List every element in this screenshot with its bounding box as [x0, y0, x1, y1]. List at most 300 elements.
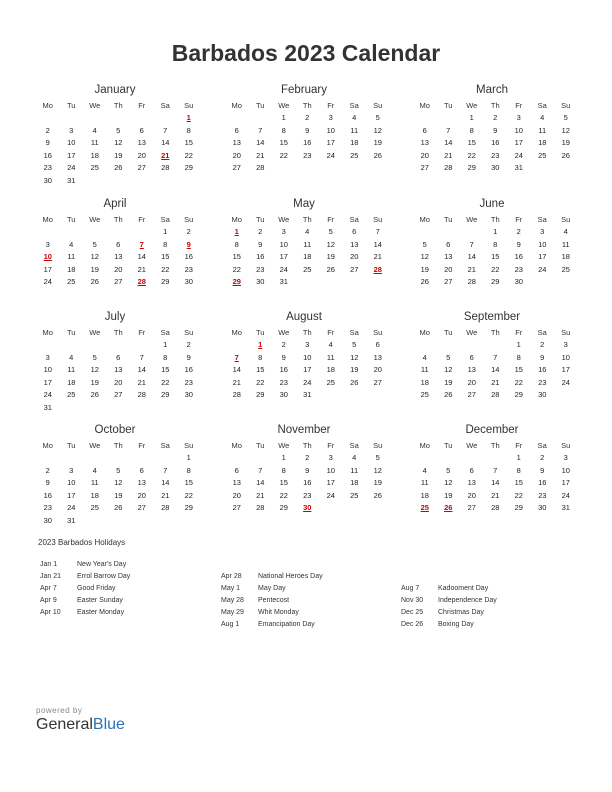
day-cell: 4 — [328, 340, 333, 349]
weekday-label: Tu — [67, 215, 76, 224]
weekday-label: Su — [373, 441, 383, 450]
holiday-date: Apr 10 — [40, 609, 61, 616]
weekday-label: Su — [561, 441, 571, 450]
day-cell: 9 — [493, 125, 498, 135]
weekday-label: Th — [302, 101, 312, 110]
month-name: June — [479, 198, 505, 210]
holiday-column — [40, 559, 215, 619]
empty-cell — [130, 453, 154, 466]
day-cell: 25 — [326, 377, 335, 387]
day-cell: 3 — [45, 239, 50, 249]
month-name: April — [103, 198, 127, 210]
day-cell: 7 — [469, 239, 474, 249]
day-cell: 17 — [67, 490, 76, 500]
weekday-label: Fr — [327, 215, 335, 224]
weekday-label: Th — [113, 441, 123, 450]
day-cell: 9 — [258, 239, 263, 249]
day-cell: 21 — [137, 377, 146, 387]
month-8 — [413, 309, 571, 403]
day-cell: 20 — [137, 490, 146, 500]
day-cell: 30 — [538, 390, 547, 400]
weekday-label: Tu — [67, 328, 76, 337]
holiday-date: Dec 25 — [401, 609, 424, 616]
day-cell: 3 — [328, 113, 333, 122]
day-cell: 1 — [469, 113, 474, 122]
weekday-label: Su — [184, 215, 194, 224]
day-cell: 8 — [258, 352, 263, 362]
month-11 — [413, 422, 571, 516]
holiday-date: Jan 21 — [40, 573, 62, 580]
weekday-label: We — [466, 328, 478, 337]
weekday-label: Mo — [419, 441, 430, 450]
day-cell: 8 — [186, 465, 191, 475]
day-cell: 22 — [514, 377, 523, 387]
day-cell: 5 — [422, 239, 427, 249]
holiday-date: May 29 — [221, 609, 244, 616]
day-cell: 2 — [281, 340, 286, 349]
day-cell: 2 — [540, 340, 545, 349]
day-cell: 19 — [561, 138, 570, 148]
weekday-label: We — [89, 328, 101, 337]
day-cell: 28 — [137, 390, 146, 400]
day-cell: 16 — [303, 138, 312, 148]
day-cell: 5 — [328, 227, 333, 236]
holidays-title: 2023 Barbados Holidays — [38, 538, 126, 547]
empty-cell — [225, 340, 249, 353]
day-cell: 8 — [234, 239, 239, 249]
weekday-label: Mo — [231, 101, 242, 110]
weekday-header — [36, 98, 194, 113]
day-cell: 28 — [467, 277, 476, 287]
day-cell: 23 — [303, 150, 312, 160]
weekday-header — [225, 212, 383, 227]
weekday-label: We — [89, 441, 101, 450]
day-cell: 8 — [163, 239, 168, 249]
holiday-name: Independence Day — [438, 597, 497, 604]
day-cell: 19 — [420, 264, 429, 274]
day-cell: 13 — [114, 365, 123, 375]
weekday-header — [36, 325, 194, 340]
weekday-label: Su — [373, 215, 383, 224]
day-cell: 23 — [491, 150, 500, 160]
holiday-day: 10 — [43, 252, 52, 262]
day-cell: 6 — [234, 125, 239, 135]
day-cell: 1 — [163, 227, 168, 236]
holiday-name: New Year's Day — [77, 561, 127, 568]
day-cell: 10 — [514, 125, 523, 135]
day-cell: 3 — [281, 227, 286, 236]
weekday-label: Tu — [444, 441, 453, 450]
day-cell: 8 — [186, 125, 191, 135]
holiday-row — [221, 619, 396, 631]
weekday-header — [413, 212, 571, 227]
weekday-label: We — [278, 101, 290, 110]
empty-cell — [413, 453, 437, 466]
weekday-label: We — [278, 215, 290, 224]
day-cell: 12 — [444, 478, 453, 488]
holiday-name: Easter Sunday — [77, 597, 123, 604]
holiday-row — [40, 571, 215, 583]
day-cell: 17 — [326, 138, 335, 148]
day-cell: 5 — [375, 453, 380, 462]
day-cell: 28 — [256, 163, 265, 173]
day-cell: 8 — [163, 352, 168, 362]
day-cell: 23 — [256, 264, 265, 274]
day-cell: 17 — [561, 365, 570, 375]
day-cell: 11 — [67, 365, 76, 375]
day-cell: 25 — [303, 264, 312, 274]
day-cell: 16 — [491, 138, 500, 148]
day-cell: 23 — [538, 377, 547, 387]
day-cell: 22 — [514, 490, 523, 500]
day-cell: 26 — [444, 390, 453, 400]
holiday-date: Nov 30 — [401, 597, 424, 604]
empty-cell — [60, 340, 84, 353]
day-cell: 16 — [43, 490, 52, 500]
month-name: March — [476, 84, 508, 96]
day-cell: 18 — [303, 252, 312, 262]
day-cell: 22 — [161, 264, 170, 274]
day-cell: 4 — [422, 465, 427, 475]
empty-cell — [437, 453, 461, 466]
day-cell: 4 — [69, 239, 74, 249]
day-cell: 21 — [232, 377, 241, 387]
empty-cell — [413, 340, 437, 353]
empty-cell — [107, 227, 131, 240]
day-cell: 29 — [256, 390, 265, 400]
powered-by-text: powered by — [36, 706, 83, 715]
day-cell: 5 — [92, 239, 97, 249]
empty-cell — [36, 453, 60, 466]
weekday-label: We — [466, 215, 478, 224]
day-cell: 1 — [163, 340, 168, 349]
empty-cell — [413, 113, 437, 126]
day-cell: 24 — [279, 264, 288, 274]
day-cell: 16 — [514, 252, 523, 262]
day-cell: 25 — [420, 390, 429, 400]
month-5 — [413, 196, 571, 290]
day-cell: 6 — [116, 352, 121, 362]
day-cell: 20 — [420, 150, 429, 160]
day-cell: 4 — [352, 453, 357, 462]
day-cell: 27 — [467, 390, 476, 400]
holiday-row — [401, 607, 576, 619]
brand-blue: Blue — [92, 716, 125, 733]
day-cell: 30 — [514, 277, 523, 287]
month-name: July — [104, 311, 126, 323]
day-cell: 15 — [514, 478, 523, 488]
day-cell: 24 — [561, 490, 570, 500]
weekday-label: Th — [490, 328, 500, 337]
day-cell: 7 — [258, 465, 263, 475]
weekday-header — [413, 438, 571, 453]
day-cell: 20 — [232, 490, 241, 500]
day-cell: 16 — [43, 150, 52, 160]
day-cell: 13 — [373, 352, 382, 362]
day-cell: 23 — [43, 503, 52, 513]
day-cell: 3 — [45, 352, 50, 362]
month-name: May — [293, 198, 315, 210]
empty-cell — [60, 113, 84, 126]
weekday-label: Th — [113, 101, 123, 110]
day-cell: 28 — [256, 503, 265, 513]
day-cell: 21 — [256, 490, 265, 500]
day-cell: 29 — [161, 277, 170, 287]
day-grid — [225, 340, 383, 403]
day-cell: 4 — [69, 352, 74, 362]
day-cell: 22 — [232, 264, 241, 274]
day-cell: 3 — [516, 113, 521, 122]
day-cell: 14 — [444, 138, 453, 148]
day-cell: 15 — [232, 252, 241, 262]
holiday-name: National Heroes Day — [258, 573, 323, 580]
empty-cell — [107, 453, 131, 466]
holiday-column — [221, 571, 396, 631]
day-cell: 24 — [538, 264, 547, 274]
weekday-label: Fr — [138, 441, 146, 450]
weekday-label: Mo — [419, 101, 430, 110]
weekday-label: Mo — [419, 215, 430, 224]
brand-general: General — [36, 716, 93, 733]
day-cell: 22 — [184, 490, 193, 500]
day-cell: 4 — [305, 227, 310, 236]
day-cell: 12 — [373, 465, 382, 475]
day-cell: 6 — [352, 227, 357, 236]
day-cell: 1 — [186, 453, 191, 462]
day-grid — [413, 453, 571, 516]
day-cell: 19 — [326, 252, 335, 262]
weekday-label: Mo — [42, 101, 53, 110]
empty-cell — [130, 340, 154, 353]
day-cell: 30 — [491, 163, 500, 173]
weekday-label: Mo — [231, 441, 242, 450]
weekday-label: Sa — [349, 441, 359, 450]
day-cell: 16 — [279, 365, 288, 375]
holiday-day: 1 — [186, 113, 191, 122]
holiday-name: Emancipation Day — [258, 621, 315, 628]
day-cell: 20 — [114, 377, 123, 387]
weekday-label: Mo — [231, 328, 242, 337]
empty-cell — [83, 227, 107, 240]
day-cell: 2 — [540, 453, 545, 462]
day-cell: 21 — [256, 150, 265, 160]
day-cell: 10 — [303, 352, 312, 362]
day-cell: 9 — [305, 465, 310, 475]
day-cell: 27 — [114, 390, 123, 400]
day-cell: 15 — [279, 478, 288, 488]
day-cell: 20 — [114, 264, 123, 274]
day-cell: 25 — [350, 490, 359, 500]
holiday-row — [221, 595, 396, 607]
day-cell: 27 — [467, 503, 476, 513]
day-cell: 3 — [69, 125, 74, 135]
day-cell: 14 — [467, 252, 476, 262]
weekday-label: Fr — [515, 328, 523, 337]
weekday-label: Fr — [327, 101, 335, 110]
weekday-label: Su — [561, 328, 571, 337]
day-cell: 2 — [493, 113, 498, 122]
day-cell: 17 — [538, 252, 547, 262]
day-cell: 5 — [563, 113, 568, 122]
day-cell: 6 — [139, 125, 144, 135]
day-cell: 29 — [467, 163, 476, 173]
holiday-name: Whit Monday — [258, 609, 299, 616]
day-cell: 21 — [373, 252, 382, 262]
day-cell: 26 — [420, 277, 429, 287]
day-cell: 19 — [444, 490, 453, 500]
holiday-date: May 1 — [221, 585, 241, 592]
holiday-day: 28 — [137, 277, 146, 287]
holiday-row — [401, 583, 576, 595]
holiday-column — [401, 583, 576, 631]
day-cell: 30 — [279, 390, 288, 400]
day-cell: 22 — [161, 377, 170, 387]
holiday-name: Pentecost — [258, 597, 290, 604]
empty-cell — [437, 340, 461, 353]
weekday-label: Tu — [67, 441, 76, 450]
weekday-label: Sa — [537, 441, 547, 450]
day-cell: 31 — [279, 277, 288, 287]
day-cell: 11 — [350, 465, 359, 475]
day-cell: 18 — [420, 377, 429, 387]
month-10 — [225, 422, 383, 516]
day-cell: 27 — [350, 264, 359, 274]
holiday-row — [401, 619, 576, 631]
weekday-label: We — [466, 441, 478, 450]
month-name: August — [286, 311, 322, 323]
day-cell: 16 — [303, 478, 312, 488]
day-cell: 9 — [186, 352, 191, 362]
weekday-label: Th — [113, 328, 123, 337]
day-cell: 26 — [114, 163, 123, 173]
weekday-label: Sa — [160, 441, 170, 450]
day-cell: 26 — [114, 503, 123, 513]
weekday-label: Tu — [444, 328, 453, 337]
day-cell: 15 — [467, 138, 476, 148]
day-cell: 27 — [373, 377, 382, 387]
day-cell: 12 — [326, 239, 335, 249]
day-cell: 4 — [563, 227, 568, 236]
day-cell: 6 — [446, 239, 451, 249]
day-cell: 7 — [446, 125, 451, 135]
day-grid — [225, 227, 383, 290]
day-cell: 20 — [350, 252, 359, 262]
weekday-label: Fr — [138, 215, 146, 224]
day-cell: 21 — [467, 264, 476, 274]
weekday-label: Th — [490, 101, 500, 110]
day-cell: 5 — [446, 465, 451, 475]
day-grid — [36, 113, 194, 189]
day-cell: 28 — [161, 503, 170, 513]
day-cell: 31 — [43, 402, 52, 412]
day-cell: 21 — [491, 490, 500, 500]
day-cell: 16 — [538, 478, 547, 488]
weekday-label: Su — [561, 101, 571, 110]
weekday-label: Su — [184, 101, 194, 110]
weekday-label: Sa — [160, 101, 170, 110]
day-cell: 30 — [184, 390, 193, 400]
weekday-label: Sa — [349, 328, 359, 337]
day-cell: 6 — [375, 340, 380, 349]
day-grid — [413, 113, 571, 176]
day-cell: 16 — [184, 365, 193, 375]
weekday-label: We — [278, 441, 290, 450]
holiday-name: Easter Monday — [77, 609, 125, 616]
day-cell: 25 — [90, 163, 99, 173]
day-cell: 6 — [139, 465, 144, 475]
weekday-header — [225, 325, 383, 340]
day-cell: 9 — [45, 138, 50, 148]
day-cell: 14 — [137, 365, 146, 375]
day-cell: 18 — [67, 264, 76, 274]
holiday-date: Apr 7 — [40, 585, 57, 592]
day-cell: 20 — [467, 490, 476, 500]
holiday-date: Apr 9 — [40, 597, 57, 604]
day-cell: 23 — [514, 264, 523, 274]
day-cell: 15 — [184, 138, 193, 148]
day-grid — [36, 227, 194, 290]
holiday-row — [221, 607, 396, 619]
empty-cell — [249, 113, 273, 126]
holiday-day: 28 — [373, 264, 382, 274]
weekday-label: Sa — [537, 328, 547, 337]
day-cell: 31 — [67, 515, 76, 525]
day-cell: 5 — [375, 113, 380, 122]
day-cell: 11 — [90, 478, 99, 488]
empty-cell — [460, 227, 484, 240]
day-cell: 22 — [491, 264, 500, 274]
day-grid — [225, 453, 383, 516]
holiday-row — [401, 595, 576, 607]
weekday-label: We — [278, 328, 290, 337]
day-cell: 19 — [373, 478, 382, 488]
weekday-header — [36, 438, 194, 453]
day-cell: 24 — [43, 390, 52, 400]
day-cell: 2 — [516, 227, 521, 236]
holiday-row — [40, 607, 215, 619]
holiday-day: 25 — [420, 503, 429, 513]
day-cell: 11 — [303, 239, 312, 249]
day-cell: 17 — [67, 150, 76, 160]
day-cell: 20 — [373, 365, 382, 375]
day-cell: 28 — [161, 163, 170, 173]
weekday-label: We — [89, 215, 101, 224]
day-cell: 26 — [326, 264, 335, 274]
weekday-label: Fr — [138, 101, 146, 110]
weekday-label: Sa — [160, 328, 170, 337]
empty-cell — [460, 453, 484, 466]
day-cell: 29 — [514, 503, 523, 513]
day-cell: 12 — [444, 365, 453, 375]
day-cell: 23 — [184, 264, 193, 274]
day-cell: 18 — [67, 377, 76, 387]
day-cell: 14 — [373, 239, 382, 249]
weekday-label: Tu — [444, 101, 453, 110]
weekday-label: Tu — [256, 441, 265, 450]
holiday-date: Aug 1 — [221, 621, 240, 628]
day-cell: 25 — [67, 390, 76, 400]
day-cell: 19 — [90, 264, 99, 274]
day-cell: 13 — [137, 138, 146, 148]
holiday-day: 1 — [258, 340, 263, 349]
day-cell: 26 — [90, 390, 99, 400]
day-cell: 20 — [232, 150, 241, 160]
day-cell: 17 — [561, 478, 570, 488]
day-cell: 9 — [540, 465, 545, 475]
day-cell: 10 — [538, 239, 547, 249]
day-cell: 6 — [469, 465, 474, 475]
day-cell: 2 — [45, 125, 50, 135]
